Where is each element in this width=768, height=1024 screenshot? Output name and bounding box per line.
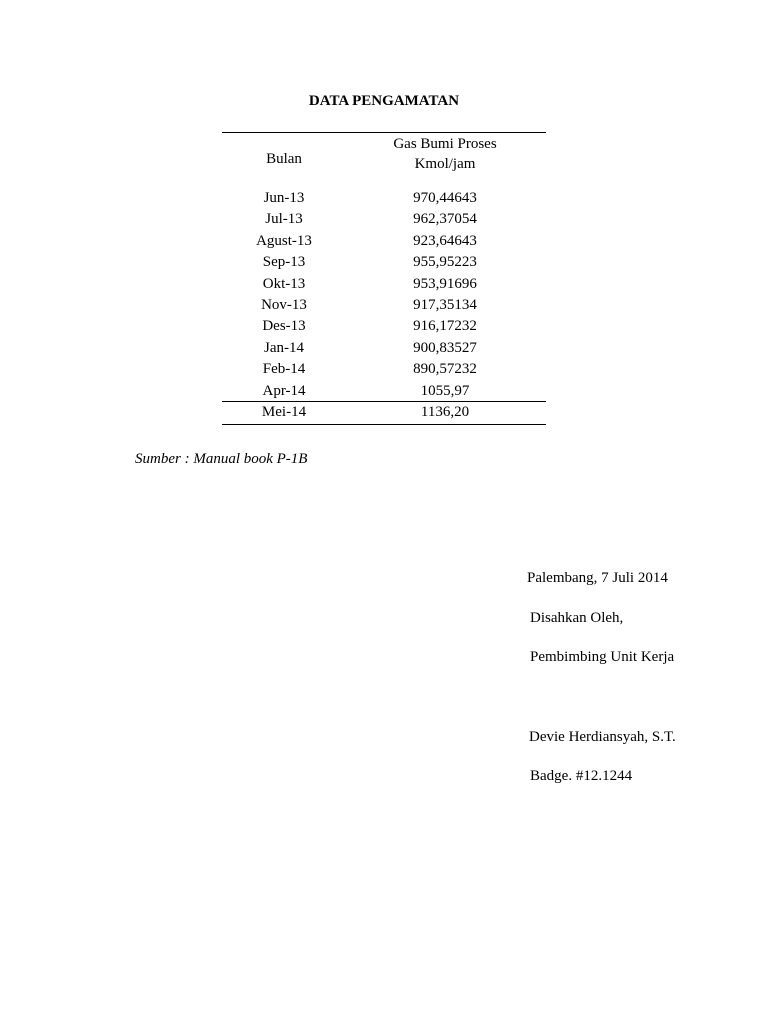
source-note: Sumber : Manual book P-1B: [135, 451, 308, 467]
month-cell: Okt-13: [262, 275, 306, 292]
column-header-value-unit: Kmol/jam: [414, 156, 476, 172]
signer-name: Devie Herdiansyah, S.T.: [529, 729, 676, 745]
table-row: [222, 231, 546, 252]
value-cell: 1136,20: [420, 403, 470, 420]
signer-badge: Badge. #12.1244: [530, 768, 633, 784]
column-header-value-line1: Gas Bumi Proses: [393, 136, 497, 152]
table-row: [222, 252, 546, 273]
value-cell: 890,57232: [413, 361, 477, 378]
table-row: [222, 295, 546, 316]
table-bottom-rule: [222, 424, 546, 425]
value-cell: 916,17232: [413, 318, 477, 335]
signer-role: Pembimbing Unit Kerja: [530, 649, 675, 665]
month-cell: Feb-14: [262, 361, 306, 378]
month-cell: Jul-13: [265, 211, 303, 228]
column-header-month: Bulan: [266, 151, 302, 167]
month-cell: Apr-14: [262, 382, 306, 399]
value-cell: 1055,97: [420, 382, 470, 399]
month-cell: Jan-14: [264, 339, 304, 356]
table-row: [222, 338, 546, 359]
value-cell: 900,83527: [413, 339, 477, 356]
value-cell: 953,91696: [413, 275, 477, 292]
month-cell: Sep-13: [262, 254, 306, 271]
month-cell: Des-13: [262, 318, 306, 335]
table-row: [222, 381, 546, 402]
month-cell: Nov-13: [261, 296, 307, 313]
value-cell: 955,95223: [413, 254, 477, 271]
month-cell: Agust-13: [256, 232, 312, 249]
value-cell: 917,35134: [413, 296, 477, 313]
table-row: [222, 316, 546, 337]
table-row: [222, 188, 546, 209]
value-cell: 970,44643: [413, 190, 477, 206]
table-row: [222, 274, 546, 295]
value-cell: 923,64643: [413, 232, 477, 249]
data-table-body: [222, 188, 546, 423]
value-cell: 962,37054: [413, 211, 477, 228]
table-top-rule: [222, 132, 546, 133]
document-title: DATA PENGAMATAN: [308, 93, 460, 109]
table-divider-rule: [222, 401, 546, 402]
month-cell: Jun-13: [263, 190, 305, 206]
month-cell: Mei-14: [261, 403, 307, 420]
approval-label: Disahkan Oleh,: [530, 610, 624, 626]
table-row: [222, 359, 546, 380]
table-row: [222, 402, 546, 423]
table-row: [222, 209, 546, 230]
column-header-value: [370, 134, 520, 174]
place-date: Palembang, 7 Juli 2014: [527, 570, 668, 586]
